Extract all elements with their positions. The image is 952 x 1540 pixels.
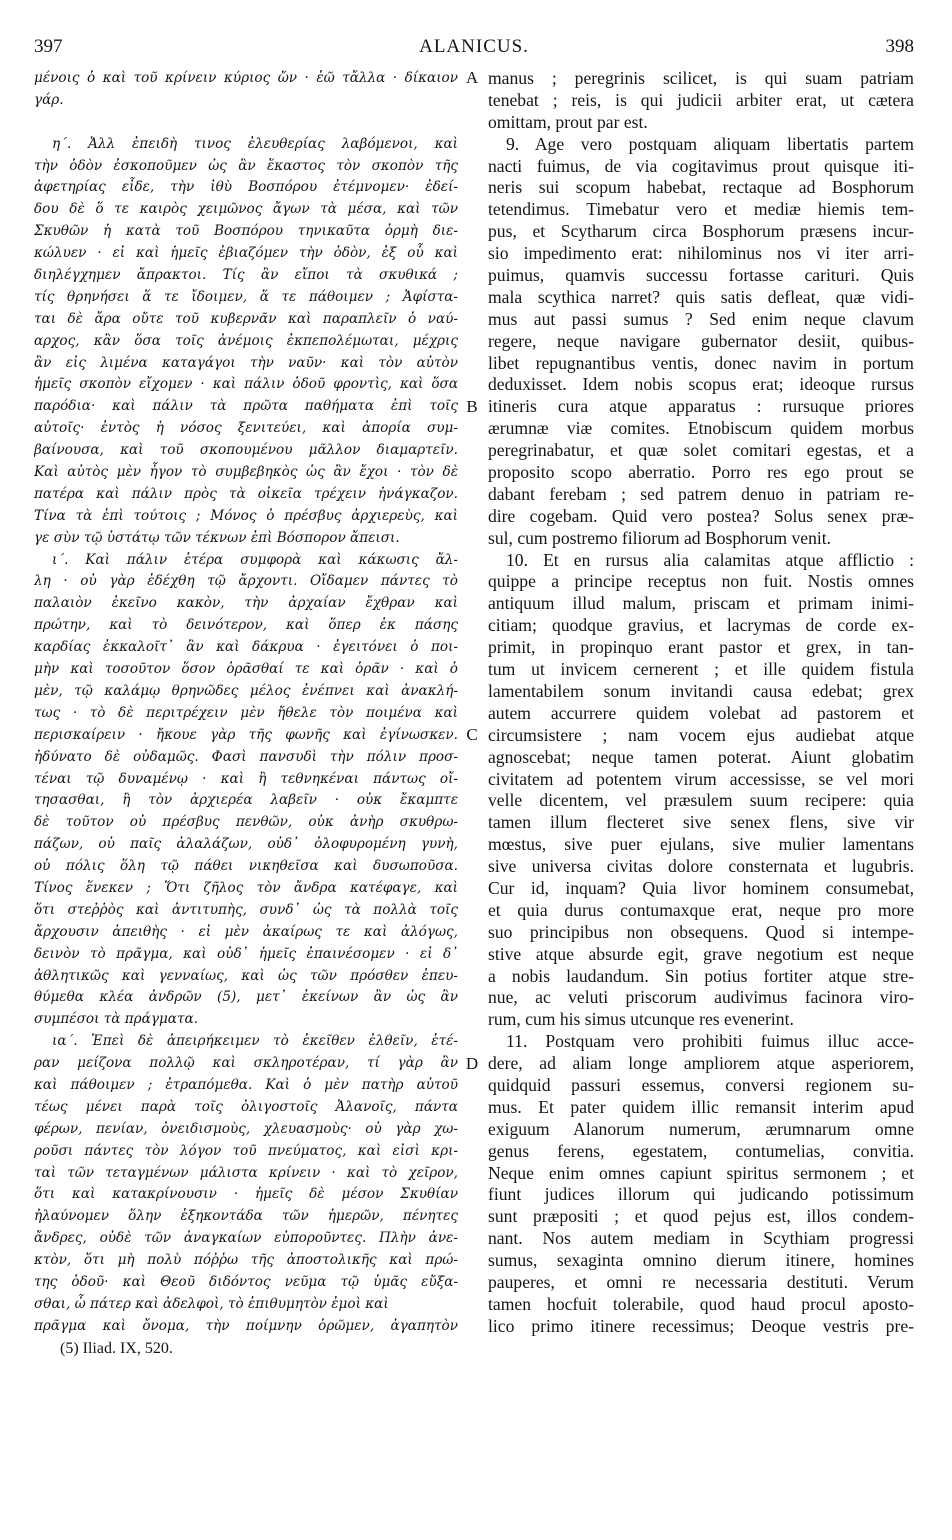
text-line: τως · τὸ δὲ περιτρέχειν μὲν ἤθελε τὸν ποιμένα καὶ — [34, 704, 458, 721]
footnote: (5) Iliad. IX, 520. — [60, 1339, 173, 1357]
text-line: ærumnæ viæ comites. Etnobiscum quidem morbus — [488, 418, 914, 439]
text-line: pauperes, et omni re necessaria destituti. Verum — [488, 1271, 914, 1292]
text-line: ὅτι καὶ κατακρίνουσιν · ἡμεῖς δὲ μέσον Σκυθίαν — [34, 1186, 458, 1203]
page-number-left: 397 — [34, 36, 63, 57]
text-line: δὲ τοῦτον οὐ πρέσβυς πενθῶν, οὐκ ἀνὴρ σκυθρω- — [34, 814, 458, 831]
margin-letter: D — [465, 1053, 479, 1073]
text-line: circumsistere ; nam vocem ejus audiebat atque — [488, 724, 914, 745]
text-line: Neque enim omnes capiunt spiritus sermonem ; et — [488, 1162, 914, 1183]
text-line: tetendimus. Timebatur vero et mediæ hiemis tem- — [488, 199, 914, 220]
text-line: ἡμεῖς σκοπὸν εἴχομεν · καὶ πάλιν ὁδοῦ φροντὶς, καὶ ὅσα — [34, 376, 458, 393]
margin-letter: C — [466, 725, 478, 744]
text-line: manus ; peregrinis scilicet, is qui suam patriam — [488, 68, 914, 88]
text-line: κώλυεν · εἰ καὶ ἡμεῖς ἐβιαζόμεν τὴν ὁδὸν, ἐξ οὗ καὶ — [34, 245, 458, 262]
text-line: ταὶ τῶν τεταγμένων μάλιστα κρίνειν · καὶ τὸ χεῖρον, — [34, 1164, 458, 1181]
text-line: citiam; quodque gravius, et lacrymas de corde ex- — [488, 615, 914, 636]
text-line: Cur id, inquam? Quia livor hominem consumebat, — [488, 877, 914, 898]
text-line: 9. Age vero postquam aliquam libertatis partem — [506, 133, 914, 154]
text-line: nacti fuimus, de via cogitavimus prout quisque iti- — [488, 155, 914, 176]
text-line: tum ut invicem cernerent ; et ille quidem fistula — [488, 659, 914, 680]
text-line: δεινὸν τὸ πρᾶγμα, καὶ οὐδ᾽ ἡμεῖς ἐπαινέσομεν · εἰ δ᾽ — [34, 945, 458, 962]
text-line: ροῦσι πάντες τὸν λόγον τοῦ πνεύματος, καὶ εἰσὶ κρι- — [34, 1142, 458, 1159]
text-line: fiunt judices illorum qui judicando potissimum — [488, 1184, 914, 1205]
text-line: itineris cura atque apparatus : rursuque priores — [488, 396, 914, 417]
running-header — [34, 36, 914, 62]
text-line: agnoscebat; neque tamen poterat. Aiunt globatim — [488, 746, 914, 767]
text-line: Τίνα τὰ ἐπὶ τούτοις ; Μόνος ὁ πρέσβυς ἀρχιερεὺς, καὶ — [34, 507, 458, 524]
text-line — [34, 112, 458, 134]
text-line: ι΄. Καὶ πάλιν ἑτέρα συμφορὰ καὶ κάκωσις ἄλ- — [52, 551, 458, 568]
text-line: tenebat ; reis, is qui judicii arbiter erat, ut cætera — [488, 89, 914, 110]
text-line: proposito scopo aberratio. Porro res ego prout se — [488, 462, 914, 483]
text-line: tamen illum flecteret sive senex flens, sive vir — [488, 812, 914, 833]
text-line: μένοις ὁ καὶ τοῦ κρίνειν κύριος ὤν · ἐῶ τἄλλα · δίκαιον — [34, 70, 458, 86]
text-line: ραν μείζονα πολλῷ καὶ σκληροτέραν, τί γὰρ ἂν — [34, 1055, 458, 1072]
text-line: ἠλαύνομεν ὅλην ἑξηκοντάδα τῶν ἡμερῶν, πένητες — [34, 1208, 458, 1225]
text-line: lico primo itinere recessimus; Deoque vestris pre- — [488, 1315, 914, 1336]
text-line: suo principibus non obsequens. Quod si intempe- — [488, 921, 914, 942]
text-line: λη · οὐ γὰρ ἐδέχθη τῷ ἄρχοντι. Οἴδαμεν πάντες τὸ — [34, 573, 458, 590]
text-line: sumus, sexaginta omnino dierum itinere, homines — [488, 1250, 914, 1271]
text-line: περισκαίρειν · ἤκουε γὰρ τῆς φωνῆς καὶ ἐγίνωσκεν. — [34, 726, 458, 743]
text-line: κτὸν, ὅτι μὴ πολὺ πόῤῥω τῆς ἀποστολικῆς καὶ πρώ- — [34, 1252, 458, 1269]
text-line: mala scythica narret? quis satis defleat, quæ vidi- — [488, 286, 914, 307]
text-line: peregrinabatur, et quæ solet comitari egestas, et a — [488, 440, 914, 461]
text-line: pus, et Scytharum circa Bosphorum præsens incur- — [488, 221, 914, 242]
text-line: σθαι, ὦ πάτερ καὶ ἀδελφοὶ, τὸ ἐπιθυμητὸν ἐμοὶ καὶ — [34, 1295, 389, 1312]
text-line: mus aut passi sumus ? Sed enim neque clavum — [488, 308, 914, 329]
text-line: nant. Nos autem mediam in Scythiam progressi — [488, 1228, 914, 1249]
text-line: antiquum illud malum, priscam et primam inimi- — [488, 593, 914, 614]
text-line: et quia durus contumaxque erat, neque pro more — [488, 899, 914, 920]
text-line: sunt præpositi ; et quod pejus est, illos condem- — [488, 1206, 914, 1227]
text-line: ἠδύνατο δὲ οὐδαμῶς. Φασὶ πανσυδὶ τὴν πόλιν προσ- — [34, 748, 458, 765]
text-line: ἀφετηρίας εἶδε, τὴν ἰθὺ Βοσπόρου ἐτέμνομεν· ἐδεί- — [34, 179, 458, 196]
text-line: θύμεθα κλέα ἀνδρῶν (5), μετ᾽ ἐκείνων ἂν ὡς ἂν — [34, 989, 458, 1006]
text-line: τέως μένει παρὰ τοῖς ὀλιγοστοῖς Ἀλανοῖς, πάντα — [34, 1098, 458, 1115]
text-line: πρώτην, καὶ τὸ δεινότερον, καὶ ὅπερ ἐκ πάσης — [34, 617, 458, 634]
text-line: Σκυθῶν ἡ κατὰ τοῦ Βοσπόρου τηνικαῦτα ὁρμὴ διε- — [34, 223, 458, 240]
text-line: αὐτοῖς· ἐντὸς ἡ νόσος ξενιτεύει, καὶ ἀπορία συμ- — [34, 420, 458, 437]
text-line: μὴν καὶ τοσοῦτον ὅσον ὁρᾶσθαί τε καὶ ὁρᾶν · καὶ ὁ — [34, 661, 458, 678]
text-line: ια΄. Ἐπεὶ δὲ ἀπειρήκειμεν τὸ ἐκεῖθεν ἐλθεῖν, ἑτέ- — [52, 1033, 458, 1050]
text-line: διηλέγχημεν ἄπρακτοι. Τίς ἂν εἴποι τὰ σκυθικά ; — [34, 267, 458, 284]
text-line: μὲν, τῷ καλάμῳ θρηνῶδες μέλος ἐνέπνει καὶ ἀνακλή- — [34, 682, 458, 699]
page-number-right: 398 — [885, 36, 914, 57]
text-line: dire cogebam. Quid vero postea? Solus senex præ- — [488, 505, 914, 526]
text-line: libet repugnantibus ventis, donec navim in portum — [488, 352, 914, 373]
text-line: stive atque absurde egit, grave negotium est neque — [488, 943, 914, 964]
text-line: δου δὲ ὅ τε καιρὸς χειμῶνος ἄγων τὰ μέσα, καὶ τῶν — [34, 201, 458, 218]
text-line: civitatem ad potentem virum accessisse, se vel mori — [488, 768, 914, 789]
text-line: quidquid passuri essemus, conversi regionem su- — [488, 1074, 914, 1095]
text-line: συμπέσοι τὰ πράγματα. — [34, 1011, 199, 1028]
greek-column — [34, 68, 458, 1360]
text-line: της ὁδοῦ· καὶ Θεοῦ διδόντος νεῦμα τῷ ὑμᾶς εὔξα- — [34, 1273, 458, 1290]
text-line: πρᾶγμα καὶ ὄνομα, τὴν ποίμνην ὁρῶμεν, ἀγαπητὸν — [34, 1317, 458, 1334]
text-line: mus. Et pater quidem illic remansit interim apud — [488, 1096, 914, 1117]
text-line: sive universa civitas dolore consternata et lugubris. — [488, 856, 914, 877]
text-line: τέναι τῷ δυναμένῳ · καὶ ἢ τεθνηκέναι πάντως οἴ- — [34, 770, 458, 787]
text-line: dabant ferebam ; sed patrem denuo in patriam re- — [488, 483, 914, 504]
text-line: deduxisset. Idem nobis scopus erat; ideoque rursus — [488, 374, 914, 395]
text-line: puimus, quamvis successu fortasse cariturі. Quis — [488, 265, 914, 286]
text-line: ται δὲ ἄρα οὔτε τοῦ κυβερνᾶν καὶ παραπλεῖν ὁ ναύ- — [34, 310, 458, 327]
text-line: οὐ πόλις ὅλη τῷ πάθει νικηθεῖσα καὶ δυσωποῦσα. — [34, 858, 458, 875]
text-line: Τίνος ἕνεκεν ; Ὅτι ζῆλος τὸν ἄνδρα κατέφαγε, καὶ — [34, 879, 458, 896]
text-line: βαίνουσα, καὶ τοῦ σκοπουμένου μᾶλλον διαμαρτεῖν. — [34, 442, 458, 459]
running-title: ALANICUS. — [419, 36, 529, 57]
text-line: ἄνδρες, οὐδὲ τῶν ἀναγκαίων εὐποροῦντες. Πλὴν ἀνε- — [34, 1230, 458, 1247]
text-line: nue, ac veluti priscorum audivimus facinora viro- — [488, 987, 914, 1008]
text-line: a nobis laudandum. Sin potius fortiter atque stre- — [488, 965, 914, 986]
text-line: ἄρχουσιν ἀπειθὴς · εἰ μὲν ἀκαίρως τε καὶ ἀλόγως, — [34, 923, 458, 940]
text-line: γε σὺν τῷ ὑστάτῳ τῶν τέκνων ἐπὶ Βόσπορον ἄπεισι. — [34, 529, 400, 546]
text-line: Καὶ αὐτὸς μὲν ἦγον τὸ συμβεβηκὸς ὡς ἂν ἔχοι · τὸν δὲ — [34, 464, 458, 481]
margin-letter: A — [465, 68, 479, 87]
margin-letter: B — [466, 396, 478, 416]
text-line: tamen hocfuit tolerabile, quod haud procul aposto- — [488, 1293, 914, 1314]
text-line: ἂν εἰς λιμένα καταγάγοι τὴν ναῦν· καὶ τὸν αὐτὸν — [34, 354, 458, 371]
text-line: τησασθαι, ἢ τὸν ἀρχιερέα λαβεῖν · οὐκ ἔκαμπτε — [34, 792, 458, 809]
text-line: quippe a principe receptus non fuit. Nostis omnes — [488, 571, 914, 592]
text-line: exiguum Alanorum numerum, ærumnarum omne — [488, 1118, 914, 1139]
text-line: genus ferens, egestatem, contumelias, convitia. — [488, 1140, 914, 1161]
text-line: 10. Et en rursus alia calamitas atque afflictio : — [506, 549, 914, 570]
text-line: primit, in propinquo erant pastor et grex, in tan- — [488, 637, 914, 658]
text-line: γάρ. — [34, 91, 64, 108]
text-line: neris sui scopum habebat, rectaque ad Bosphorum — [488, 177, 914, 198]
text-line: παλαιὸν ἐκεῖνο κακὸν, τὴν ἀρχαίαν ἔχθραν καὶ — [34, 595, 458, 612]
text-line: autem accurrere quidem volebat ad pastorem et — [488, 702, 914, 723]
text-line: lamentabilem sonum invitandi causa edebat; grex — [488, 680, 914, 701]
text-line: mœstus, sive puer ejulans, sive mulier lamentans — [488, 834, 914, 855]
text-line: φέρων, πενίαν, ὀνειδισμοὺς, χλευασμοὺς· οὐ γὰρ χω- — [34, 1120, 458, 1137]
text-line: sio impedimento erat: nihilominus nos vi iter arri- — [488, 243, 914, 264]
text-line: αρχος, κἂν ὅσα τοῖς ἀνέμοις ἐκπεπολέμωται, μέχρις — [34, 332, 458, 349]
text-line: πάζων, οὐ παῖς ἀλαλάζων, οὐδ᾽ ὀλοφυρομένη γυνὴ, — [34, 836, 458, 853]
text-line: omittam, prout par est. — [488, 111, 648, 132]
text-line: καὶ πάθοιμεν ; ἐτραπόμεθα. Καὶ ὁ μὲν πατὴρ αὐτοῦ — [34, 1076, 458, 1093]
text-line: rum, cum his simus utcunque res evenerint. — [488, 1009, 794, 1030]
text-line: τὴν ὁδὸν ἐσκοποῦμεν ὡς ἂν ἕκαστος τὸν σκοπὸν τῆς — [34, 157, 458, 174]
text-line: regere, neque navigare gubernator desiit, quibus- — [488, 330, 914, 351]
text-line: velle dicentem, vel præsulem suum recipere: quia — [488, 790, 914, 811]
text-line: τίς θρηνήσει ἅ τε ἴδοιμεν, ἅ τε πάθοιμεν ; Ἀφίστα- — [34, 288, 458, 305]
text-line: dere, ad aliam longe ampliorem atque asperiorem, — [488, 1053, 914, 1074]
text-line: καρδίας ἐκκαλοῖτ᾽ ἂν καὶ δάκρυα · ἐγειτόνει ὁ ποι- — [34, 639, 458, 656]
text-line: πατέρα καὶ πάλιν πρὸς τὰ οἰκεῖα τρέχειν ἠνάγκαζον. — [34, 485, 458, 502]
text-line: η΄. Ἀλλ ἐπειδὴ τινος ἐλευθερίας λαβόμενοι, καὶ — [52, 135, 458, 152]
text-line: παρόδια· καὶ πάλιν τὰ πρῶτα παθήματα ἐπὶ τοῖς — [34, 398, 458, 415]
text-line: ἀθλητικῶς καὶ γενναίως, καὶ ὡς τῶν πρόσθεν ἐπευ- — [34, 967, 458, 984]
text-line: ὅτι στεῤῥὸς καὶ ἀντιτυπὴς, συνδ᾽ ὡς τὰ πολλὰ τοῖς — [34, 901, 458, 918]
latin-column — [488, 68, 914, 1338]
text-line: 11. Postquam vero prohibiti fuimus illuc acce- — [506, 1031, 914, 1052]
text-line: sul, cum postremo filiorum ad Bosphorum venit. — [488, 527, 832, 548]
